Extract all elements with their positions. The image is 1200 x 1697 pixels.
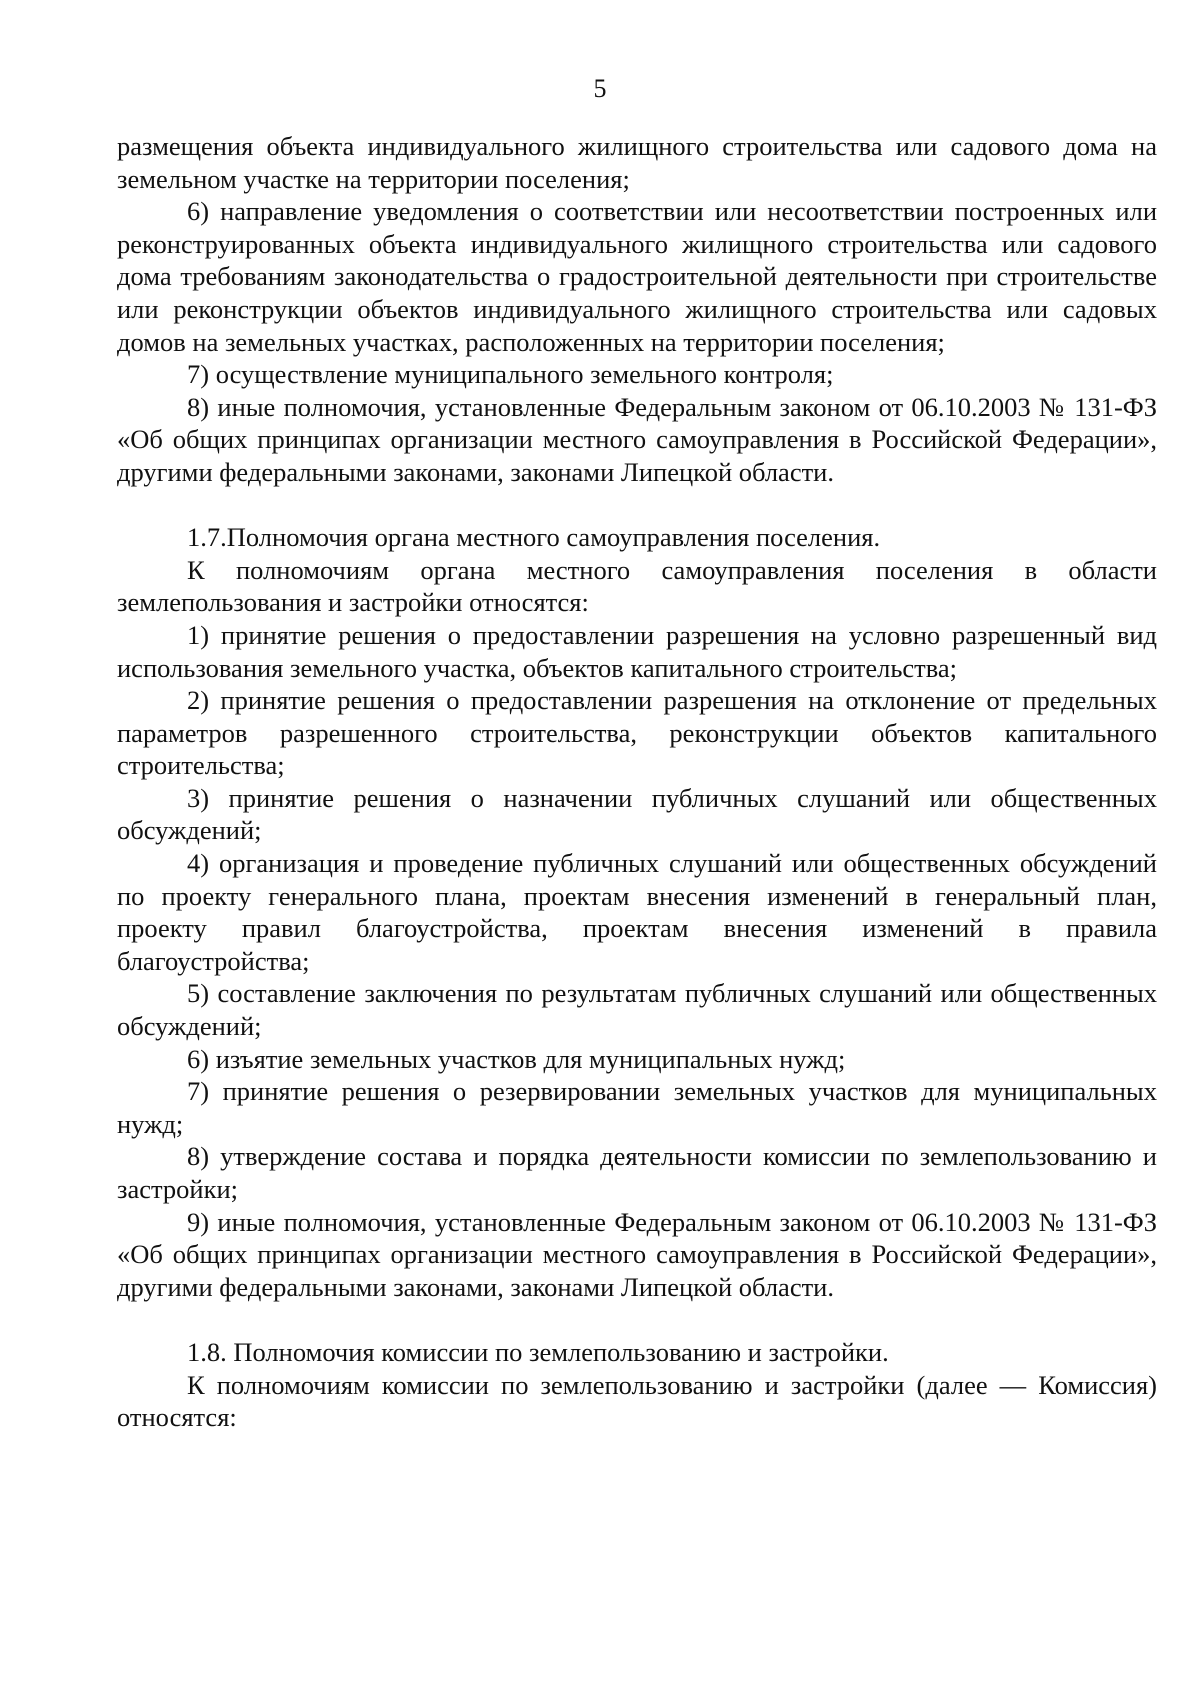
- page-number: 5: [593, 74, 607, 103]
- list-item: 5) составление заключения по результатам публичных слушаний или общественных обсуждений;: [117, 978, 1157, 1042]
- list-item: 6) изъятие земельных участков для муниципальных нужд;: [187, 1043, 846, 1074]
- list-item: 2) принятие решения о предоставлении разрешения на отклонение от предельных параметров разрешенного строительства, реконструкции объектов капитального строительства;: [117, 685, 1157, 781]
- list-item: 1) принятие решения о предоставлении разрешения на условно разрешенный вид использования земельного участка, объектов капитального строительства;: [117, 619, 1157, 683]
- section-heading-1-8: 1.8. Полномочия комиссии по землепользованию и застройки.: [187, 1336, 889, 1367]
- paragraph: 8) иные полномочия, установленные Федеральным законом от 06.10.2003 № 131-ФЗ «Об общих принципах организации местного самоуправления в Российской Федерации», другими федеральными законами, законами Липецкой области.: [117, 391, 1157, 487]
- paragraph: К полномочиям комиссии по землепользованию и застройки (далее — Комиссия) относятся:: [117, 1369, 1157, 1433]
- paragraph: 6) направление уведомления о соответствии или несоответствии построенных или реконструированных объекта индивидуального жилищного строительства или садового дома требованиям законодательства о градостроительной деятельности при строительстве или реконструкции объектов индивидуального жилищного строительства или садовых домов на земельных участках, расположенных на территории поселения;: [117, 196, 1157, 357]
- list-item: 8) утверждение состава и порядка деятельности комиссии по землепользованию и застройки;: [117, 1141, 1157, 1204]
- paragraph-gap: [117, 1303, 1157, 1336]
- list-item: 4) организация и проведение публичных слушаний или общественных обсуждений по проекту генерального плана, проектам внесения изменений в генеральный план, проекту правил благоустройства, проектам внесения изменений в правила благоустройства;: [117, 848, 1157, 976]
- list-item: 7) принятие решения о резервировании земельных участков для муниципальных нужд;: [117, 1076, 1157, 1139]
- section-heading-1-7: 1.7.Полномочия органа местного самоуправления поселения.: [187, 522, 881, 553]
- document-body: [117, 130, 1157, 1434]
- list-item: 3) принятие решения о назначении публичных слушаний или общественных обсуждений;: [117, 782, 1157, 846]
- paragraph-gap: [117, 489, 1157, 522]
- paragraph: размещения объекта индивидуального жилищного строительства или садового дома на земельном участке на территории поселения;: [117, 131, 1157, 194]
- paragraph: 7) осуществление муниципального земельного контроля;: [187, 359, 834, 390]
- list-item: 9) иные полномочия, установленные Федеральным законом от 06.10.2003 № 131-ФЗ «Об общих принципах организации местного самоуправления в Российской Федерации», другими федеральными законами, законами Липецкой области.: [117, 1206, 1157, 1302]
- paragraph: К полномочиям органа местного самоуправления поселения в области землепользования и застройки относятся:: [117, 554, 1157, 618]
